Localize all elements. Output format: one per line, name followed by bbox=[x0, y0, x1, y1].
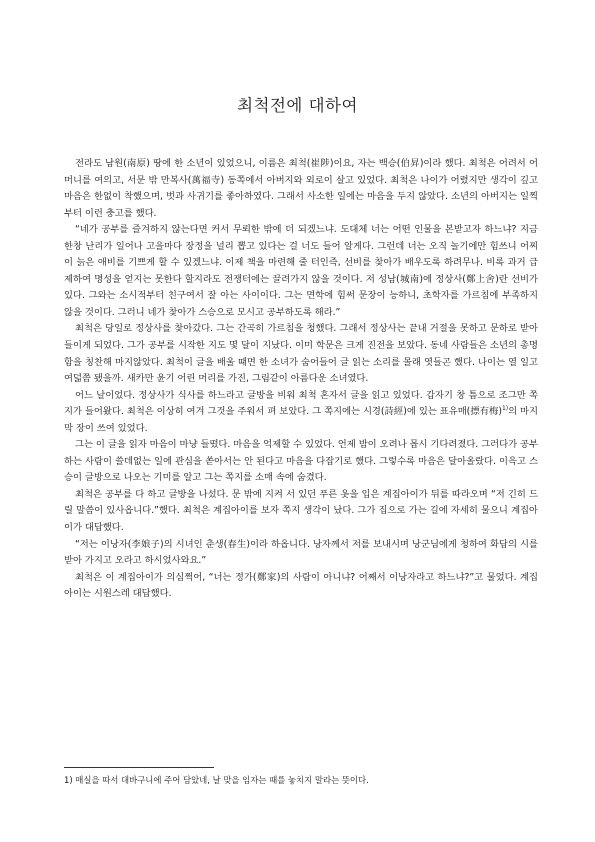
paragraph-text: 어느 날이었다. 정상사가 식사를 하느라고 글방을 비워 최척 혼자서 글을 읽고 있었다. 갑자기 창 틈으로 조그만 쪽지가 들어왔다. 최척은 이상히 여겨 그것을 주워서 펴 보았다. 그 쪽지에는 시경(詩經)에 있는 표유매(摽有梅) bbox=[64, 389, 538, 418]
paragraph: 전라도 남원(南原) 땅에 한 소년이 있었으니, 이름은 최척(崔陟)이요, 자는 백승(伯昇)이라 했다. 최척은 어려서 어머니를 여의고, 서문 밖 만복사(萬福寺) 동쪽에서 아버지와 외로이 살고 있었다. 최척은 나이가 어렸지만 생각이 깊고 마음은 한없이 착했으며, 벗과 사귀기를 좋아하였다. 그래서 사소한 일에는 마음을 두지 않았다. 소년의 아버지는 일찍부터 이런 충고를 했다. bbox=[64, 158, 538, 219]
footnote: 1) 매실을 따서 대바구니에 주어 담았네, 날 맞을 임자는 때를 놓치지 말라는 뜻이다. bbox=[64, 775, 369, 785]
paragraph: “네가 공부를 즐겨하지 않는다면 커서 무뢰한 밖에 더 되겠느냐. 도대체 너는 어떤 인물을 본받고자 하느냐? 지금 한창 난리가 일어나 고을마다 장정을 널리 뽑고 있다는 걸 너도 들어 알게다. 그런데 너는 오직 놀기에만 힘쓰니 어찌 이 늙은 애비를 기쁘게 할 수 있겠느냐. 이제 책을 마련해 줄 터인즉, 선비를 찾아가 배우도록 하려무나. 비록 과거 급제하여 명성을 얻지는 못한다 할지라도 전쟁터에는 끌려가지 않을 것이다. 저 성남(城南)에 정상사(鄭上舍)란 선비가 있다. 그와는 소시적부터 친구여서 잘 아는 사이이다. 그는 면학에 힘써 문장이 능하니, 초학자를 가르침에 부족하지 않을 것이다. 그러니 네가 찾아가 스승으로 모시고 공부하도록 해라.” bbox=[64, 224, 538, 318]
footnote-reference[interactable]: 1) bbox=[502, 405, 509, 413]
paragraph: 최척은 당일로 정상사를 찾아갔다. 그는 간곡히 가르침을 청했다. 그래서 정상사는 끝내 거절을 못하고 문하로 받아들이게 되었다. 그가 공부를 시작한 지도 몇 달이 지났다. 이미 학문은 크게 진전을 보았다. 동네 사람들은 소년의 총명함을 칭찬해 마지않았다. 최척이 글을 배울 때면 한 소녀가 숨어들어 글 읽는 소리를 몰래 엿들곤 했다. 나이는 열 일고여덟쯤 됐을까. 새카만 윤기 어린 머리를 가진, 그림같이 아름다운 소녀였다. bbox=[64, 323, 538, 385]
paragraph-with-footnote bbox=[64, 388, 538, 438]
paragraph: 최척은 이 계집아이가 의심쩍어, “너는 정가(鄭家)의 사람이 아니냐? 어째서 이낭자라고 하느냐?”고 물었다. 계집아이는 시원스레 대답했다. bbox=[64, 571, 538, 600]
paragraph: “저는 이낭자(李娘子)의 시녀인 춘생(春生)이라 하옵니다. 낭자께서 저를 보내시며 낭군님에게 청하여 화답의 시를 받아 가지고 오라고 하시었사와요.” bbox=[64, 538, 538, 567]
document-body bbox=[64, 156, 538, 603]
paragraph-text-tail: 의 마지막 장이 쓰여 있었다. bbox=[64, 406, 538, 434]
footnote-divider bbox=[64, 767, 214, 768]
paragraph: 최척은 공부를 다 하고 글방을 나섰다. 문 밖에 지켜 서 있던 푸른 옷을 입은 계집아이가 뒤를 따라오며 “저 긴히 드릴 말씀이 있사옵니다.”했다. 최척은 계집아이를 보자 쪽지 생각이 났다. 그가 집으로 가는 길에 자세히 물으니 계집아이가 대답했다. bbox=[64, 488, 538, 534]
document-title: 최척전에 대하여 bbox=[237, 96, 358, 115]
paragraph: 그는 이 글을 읽자 마음이 마냥 들떴다. 마음을 억제할 수 있었다. 언제 밤이 오려나 몹시 기다려졌다. 그러다가 공부하는 사람이 쓸데없는 일에 관심을 쏟아서는 안 된다고 마음을 다잡기로 했다. 그렇수록 마음은 달아올랐다. 이윽고 스승이 글방으로 나오는 기미를 알고 그는 쪽지를 소매 속에 숨겼다. bbox=[64, 439, 538, 484]
